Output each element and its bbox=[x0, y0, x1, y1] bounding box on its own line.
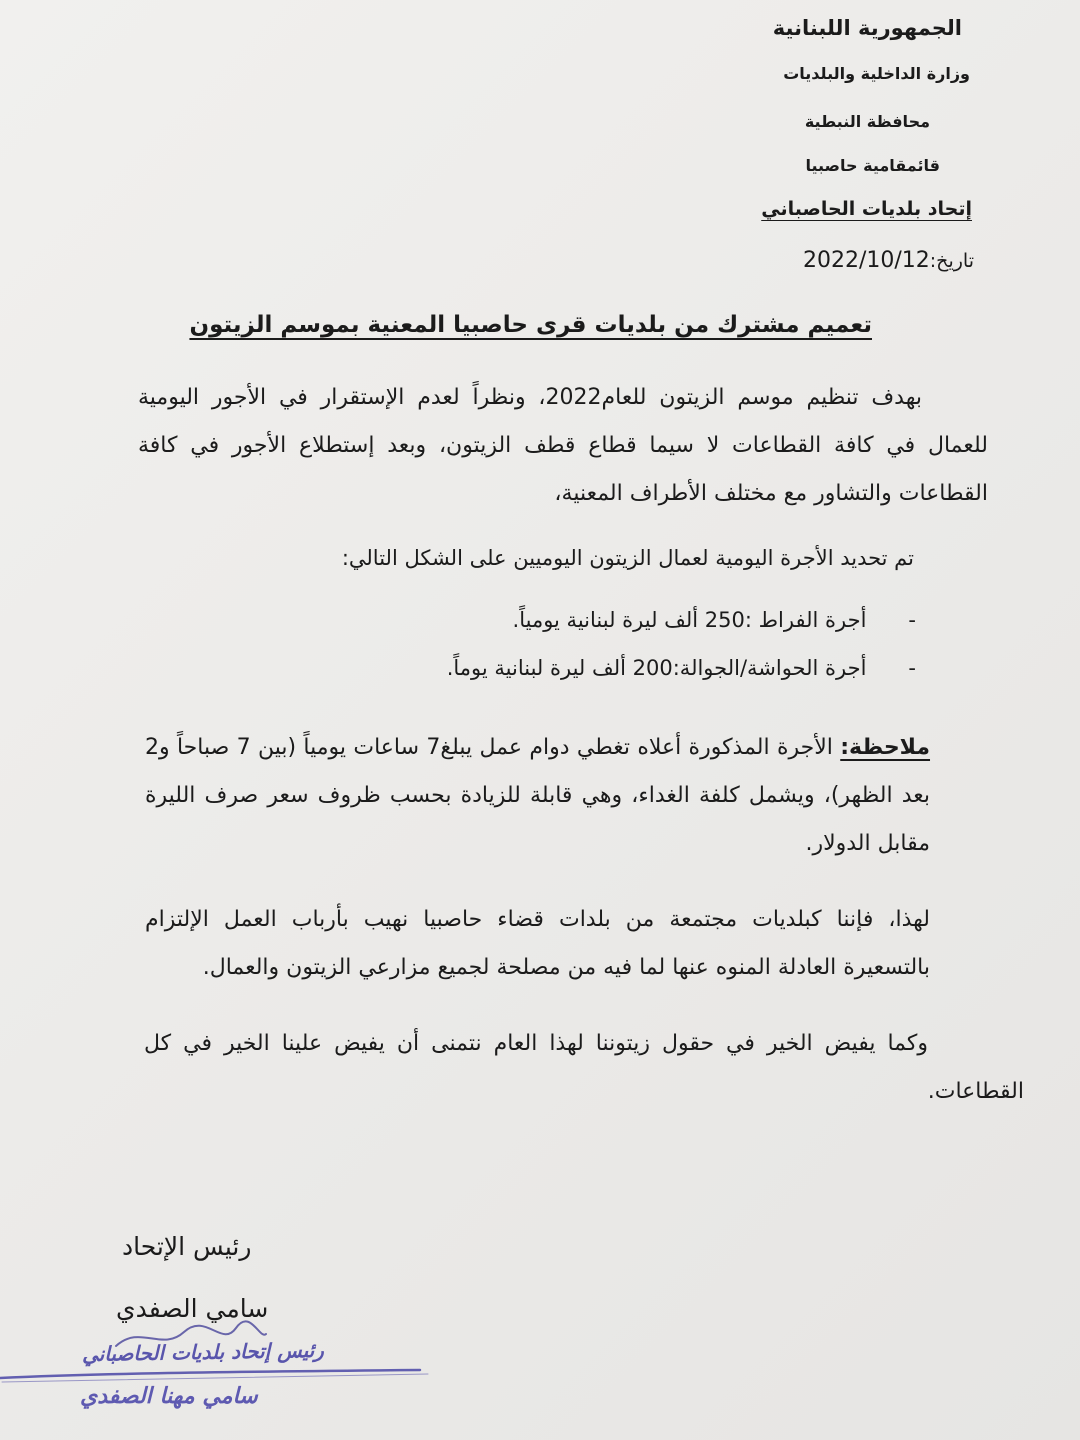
stamp-name-line: سامي مهنا الصفدي bbox=[80, 1384, 258, 1409]
note-text: الأجرة المذكورة أعلاه تغطي دوام عمل يبلغ7 ساعات يومياً (بين 7 صباحاً و2 بعد الظهر)، ويشمل كلفة الغداء، وهي قابلة للزيادة بحسب ظروف سعر صرف الليرة مقابل الدولار. bbox=[145, 735, 930, 856]
note-label: ملاحظة: bbox=[840, 735, 931, 760]
intro-paragraph: بهدف تنظيم موسم الزيتون للعام2022، ونظراً لعدم الإستقرار في الأجور اليومية للعمال في كافة القطاعات لا سيما قطاع قطف الزيتون، وبعد إستطلاع الأجور في كافة القطاعات والتشاور مع مختلف الأطراف المعنية، bbox=[138, 385, 988, 506]
union-name: إتحاد بلديات الحاصباني bbox=[761, 198, 972, 220]
date-value: 2022/10/12 bbox=[802, 248, 930, 273]
wage-item-text: أجرة الحواشة/الجوالة:200 ألف ليرة لبنانية يوماً. bbox=[446, 656, 867, 680]
wage-item-gatherer bbox=[447, 656, 916, 680]
signatory-name: سامي الصفدي bbox=[116, 1294, 269, 1323]
bullet-dash: - bbox=[908, 608, 916, 632]
country-name: الجمهورية اللبنانية bbox=[772, 16, 962, 40]
signatory-title: رئيس الإتحاد bbox=[122, 1232, 252, 1261]
note-paragraph bbox=[145, 724, 930, 868]
province-name: محافظة النبطية bbox=[804, 112, 930, 131]
ministry-name: وزارة الداخلية والبلديات bbox=[783, 64, 970, 83]
district-name: قائمقامية حاصبيا bbox=[805, 156, 940, 175]
wage-intro-line: تم تحديد الأجرة اليومية لعمال الزيتون اليوميين على الشكل التالي: bbox=[341, 546, 914, 570]
wage-item-picker bbox=[513, 608, 916, 632]
date-label: تاريخ: bbox=[929, 250, 974, 272]
bullet-dash: - bbox=[908, 656, 916, 680]
document-date bbox=[803, 248, 974, 273]
wage-item-text: أجرة الفراط :250 ألف ليرة لبنانية يومياً. bbox=[512, 608, 867, 632]
document-title: تعميم مشترك من بلديات قرى حاصبيا المعنية بموسم الزيتون bbox=[189, 312, 872, 338]
closing-paragraph: وكما يفيض الخير في حقول زيتوننا لهذا العام نتمنى أن يفيض علينا الخير في كل القطاعات. bbox=[144, 1031, 1024, 1104]
appeal-paragraph: لهذا، فإننا كبلديات مجتمعة من بلدات قضاء حاصبيا نهيب بأرباب العمل الإلتزام بالتسعيرة العادلة المنوه عنها لما فيه من مصلحة لجميع مزارعي الزيتون والعمال. bbox=[145, 907, 930, 980]
stamp-title-line: رئيس إتحاد بلديات الحاصباني bbox=[81, 1337, 325, 1367]
